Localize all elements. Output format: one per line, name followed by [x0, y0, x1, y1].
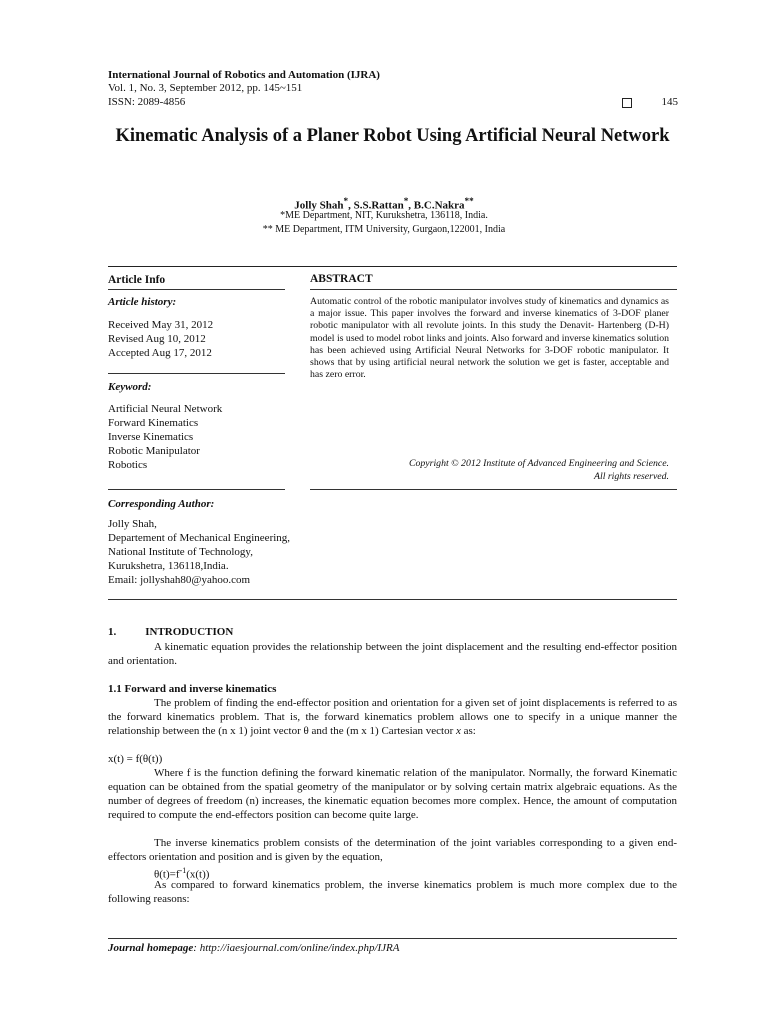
equation-forward: x(t) = f(θ(t)): [108, 753, 163, 765]
author-separator: ,: [408, 199, 414, 212]
divider: [108, 289, 285, 290]
keyword-item: Forward Kinematics: [108, 417, 199, 429]
equation-part: (x(t)): [186, 868, 210, 881]
section-number: 1.: [108, 626, 117, 638]
paragraph: The inverse kinematics problem consists of the determination of the joint variables corresponding to a given end-effectors orientation and position and is given by the equation,: [108, 837, 677, 863]
affiliation: *ME Department, NIT, Kurukshetra, 136118, India.: [280, 210, 488, 221]
history-list: [108, 318, 213, 360]
homepage-separator: :: [193, 942, 200, 954]
keyword-heading: Keyword:: [108, 381, 152, 393]
paragraph: [108, 696, 677, 738]
paragraph: Where f is the function defining the forward kinematic relation of the manipulator. Normally, the forward Kinematic equation can be obtained from the spatial geometry of the manipulator or by solving certain matrix algebraic equations. As the number of degrees of freedom (n) increases, the kinematic equation becomes more complex. Hence, the amount of computation required to compute the end-effectors position can become quite large.: [108, 767, 677, 821]
section-title: INTRODUCTION: [145, 626, 234, 638]
copyright-line: Copyright © 2012 Institute of Advanced Engineering and Science.: [408, 458, 669, 469]
history-item: Accepted Aug 17, 2012: [108, 347, 212, 359]
subsection-heading: 1.1 Forward and inverse kinematics: [108, 683, 277, 695]
copyright: [310, 457, 669, 483]
author-name: S.S.Rattan: [353, 199, 404, 212]
issn: ISSN: 2089-4856: [108, 96, 186, 108]
history-item: Revised Aug 10, 2012: [108, 333, 206, 345]
divider: [310, 289, 677, 290]
copyright-line: All rights reserved.: [593, 471, 669, 482]
author-name: B.C.Nakra: [413, 199, 465, 212]
author-mark: **: [464, 196, 474, 206]
equation-exponent: -1: [179, 866, 187, 875]
article-info-heading: Article Info: [108, 274, 166, 286]
journal-name: International Journal of Robotics and Automation (IJRA): [108, 69, 380, 81]
corresponding-details: [108, 517, 290, 587]
corresponding-line: National Institute of Technology,: [108, 546, 253, 558]
author-separator: ,: [348, 199, 354, 212]
paragraph-text: The problem of finding the end-effector position and orientation for a given set of joint displacements is referred to as the forward kinematics problem. That is, the forward kinematics problem allows one to specify in a unique manner the relationship between the (n x 1) joint vector θ and the (m x 1) Cartesian vector: [108, 697, 677, 737]
keyword-list: [108, 402, 222, 472]
paragraph: As compared to forward kinematics problem, the inverse kinematics problem is much more complex due to the following reasons:: [108, 879, 677, 905]
abstract-heading: ABSTRACT: [310, 273, 373, 285]
paragraph-text: as:: [460, 725, 476, 737]
homepage-link[interactable]: http://iaesjournal.com/online/index.php/IJRA: [199, 942, 400, 954]
keyword-item: Inverse Kinematics: [108, 431, 194, 443]
keyword-item: Artificial Neural Network: [108, 403, 223, 415]
corresponding-line: Jolly Shah,: [108, 518, 157, 530]
divider: [108, 373, 285, 374]
history-item: Received May 31, 2012: [108, 319, 214, 331]
abstract-text: Automatic control of the robotic manipulator involves study of kinematics and dynamics as a major issue. This paper involves the forward and inverse kinematics of 3-DOF planer robotic manipulator with all revolute joints. In this study the Denavit- Hartenberg (D-H) model is used to model robot links and joints. Also forward and inverse kinematics solution has been achieved using Artificial Neural Networks for 3-DOF robotic manipulator. It shows that by using artificial neural network the solution we get is faster, acceptable and has zero error.: [310, 296, 669, 381]
history-heading: Article history:: [108, 296, 177, 308]
paper-title: Kinematic Analysis of a Planer Robot Using Artificial Neural Network: [115, 126, 670, 146]
intro-paragraph: A kinematic equation provides the relationship between the joint displacement and the resulting end-effector position and orientation.: [108, 641, 677, 667]
square-icon: [622, 98, 632, 108]
keyword-item: Robotics: [108, 459, 148, 471]
footer-divider: [108, 938, 677, 939]
divider: [108, 489, 285, 490]
keyword-item: Robotic Manipulator: [108, 445, 200, 457]
corresponding-line: Departement of Mechanical Engineering,: [108, 532, 291, 544]
divider: [108, 599, 677, 600]
corresponding-line: Kurukshetra, 136118,India.: [108, 560, 229, 572]
equation-part: θ(t)=f: [154, 868, 180, 881]
volume-info: Vol. 1, No. 3, September 2012, pp. 145~151: [108, 82, 303, 94]
journal-homepage: [108, 942, 399, 954]
author-mark: *: [343, 196, 349, 206]
section-heading: [108, 626, 233, 638]
divider: [108, 266, 677, 267]
variable: x: [456, 725, 461, 737]
page-number: 145: [661, 96, 678, 108]
affiliation: ** ME Department, ITM University, Gurgaon,122001, India: [262, 224, 506, 235]
divider: [310, 489, 677, 490]
author-mark: *: [403, 196, 409, 206]
corresponding-heading: Corresponding Author:: [108, 498, 215, 510]
homepage-label: Journal homepage: [108, 942, 194, 954]
author-name: Jolly Shah: [294, 199, 344, 212]
corresponding-email[interactable]: Email: jollyshah80@yahoo.com: [108, 574, 251, 586]
